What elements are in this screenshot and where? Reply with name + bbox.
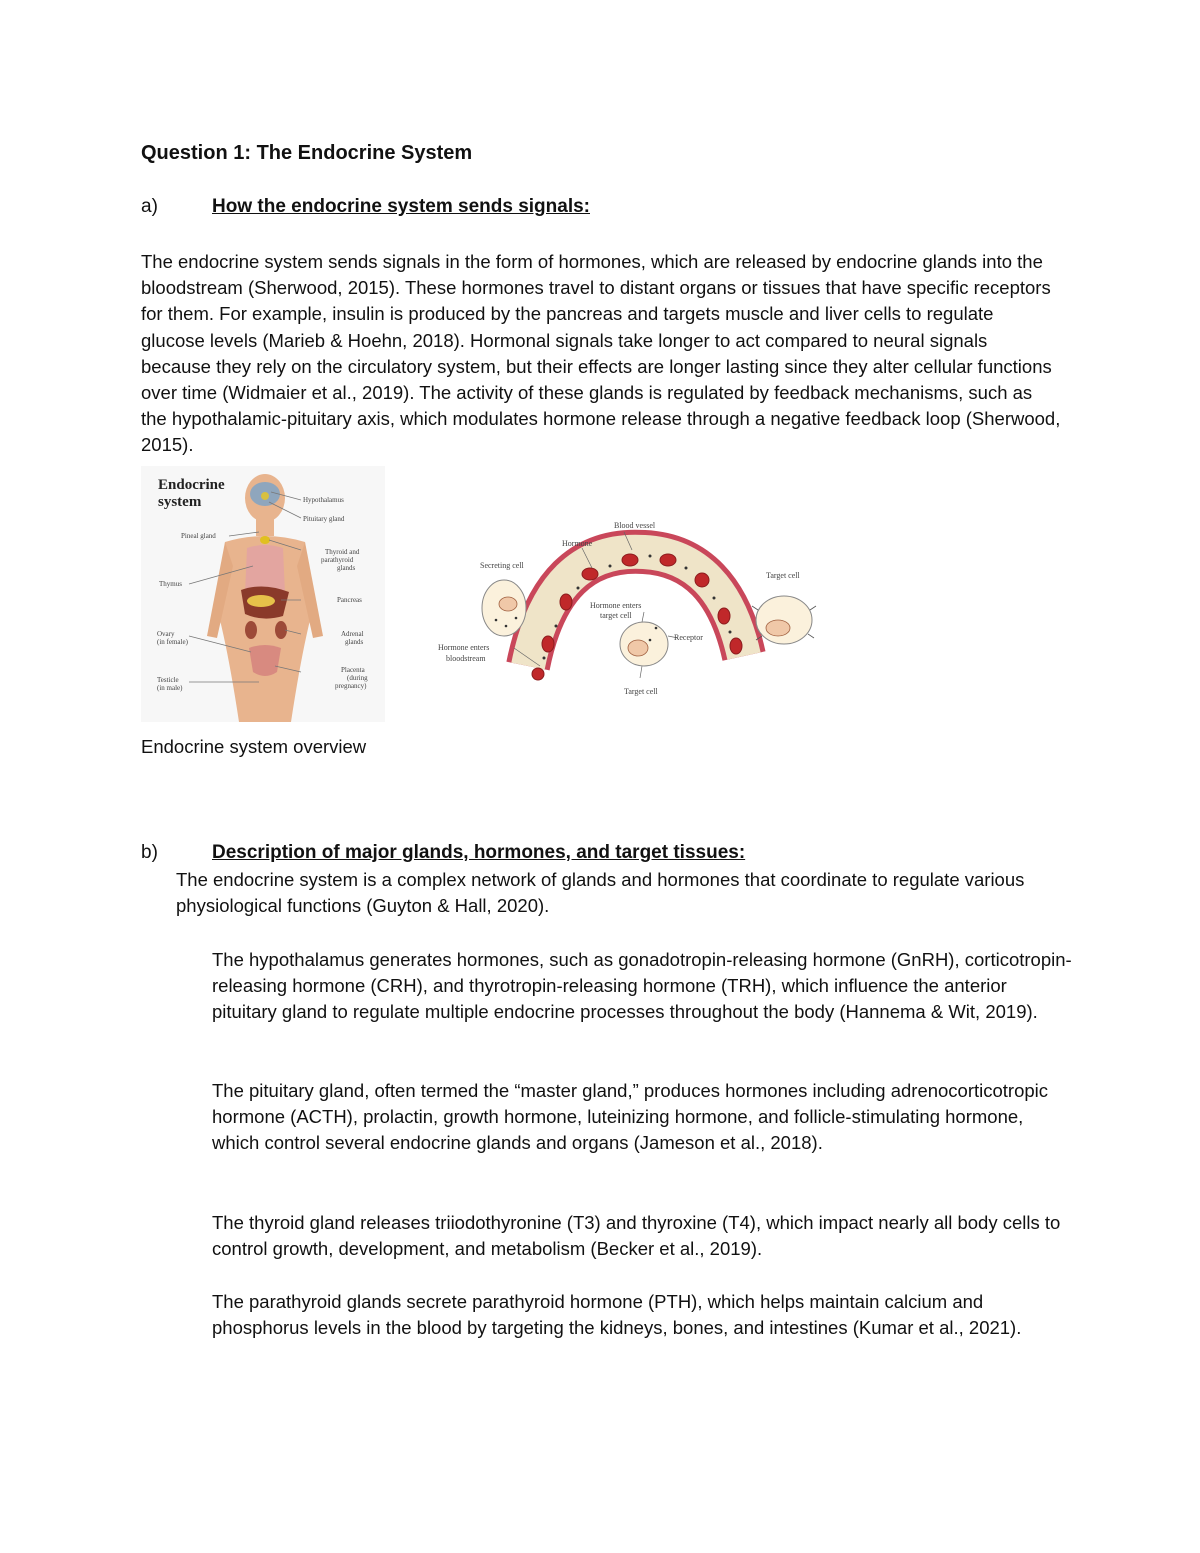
- label-hormone-enters-target-line1: Hormone enters: [590, 601, 642, 610]
- section-a-heading: [141, 196, 590, 218]
- label-receptor: Receptor: [674, 633, 703, 642]
- section-b-title: Description of major glands, hormones, and target tissues:: [212, 842, 746, 863]
- label-secreting-cell: Secreting cell: [480, 561, 524, 570]
- label-thyroid-line1: Thyroid and: [325, 548, 360, 556]
- parathyroid-paragraph: The parathyroid glands secrete parathyroid hormone (PTH), which helps maintain calcium and phosphorus levels in the blood by targeting the kidneys, bones, and intestines (Kumar et al., 2021).: [212, 1291, 1022, 1339]
- section-a-paragraph: The endocrine system sends signals in the form of hormones, which are released by endocrine glands into the bloodstream (Sherwood, 2015). These hormones travel to distant organs or tissues that have specific receptors for them. For example, insulin is produced by the pancreas and targets muscle and liver cells to regulate glucose levels (Marieb & Hoehn, 2018). Hormonal signals take longer to act compared to neural signals because they rely on the circulatory system, but their effects are longer lasting since they alter cellular functions over time (Widmaier et al., 2019). The activity of these glands is regulated by feedback mechanisms, such as the hypothalamic-pituitary axis, which modulates hormone release through a negative feedback loop (Sherwood, 2015).: [141, 251, 1061, 456]
- label-pituitary: Pituitary gland: [303, 515, 345, 523]
- figure1-title-line1: Endocrine: [158, 477, 225, 493]
- question-title: Question 1: The Endocrine System: [141, 142, 473, 164]
- label-thyroid-line2: parathyroid: [321, 556, 354, 564]
- pituitary-paragraph: The pituitary gland, often termed the “master gland,” produces hormones including adrenocorticotropic hormone (ACTH), prolactin, growth hormone, luteinizing hormone, and follicle-stimulating hormone, which control several endocrine glands and organs (Jameson et al., 2018).: [212, 1080, 1049, 1154]
- label-hormone-enters-target-line2: target cell: [600, 611, 632, 620]
- endocrine-body-figure: [141, 466, 385, 722]
- section-b-intro: The endocrine system is a complex network of glands and hormones that coordinate to regulate various physiological functions (Guyton & Hall, 2020).: [176, 869, 1025, 917]
- label-hormone: Hormone: [562, 539, 593, 548]
- label-adrenal-line1: Adrenal: [341, 630, 364, 638]
- label-blood-vessel: Blood vessel: [614, 521, 656, 530]
- section-a-marker: a): [141, 196, 158, 217]
- figure-caption: Endocrine system overview: [141, 736, 367, 757]
- label-ovary-line1: Ovary: [157, 630, 175, 638]
- thyroid-paragraph: The thyroid gland releases triiodothyronine (T3) and thyroxine (T4), which impact nearly all body cells to control growth, development, and metabolism (Becker et al., 2019).: [212, 1212, 1061, 1260]
- section-a-title: How the endocrine system sends signals:: [212, 196, 590, 217]
- label-testicle-line2: (in male): [157, 684, 183, 692]
- label-testicle-line1: Testicle: [157, 676, 179, 684]
- label-adrenal-line2: glands: [345, 638, 364, 646]
- label-target-cell-right: Target cell: [766, 571, 800, 580]
- section-b-marker: b): [141, 842, 158, 863]
- label-thymus: Thymus: [159, 580, 182, 588]
- figure1-title-line2: system: [158, 494, 202, 510]
- target-cell-bottom: [620, 622, 668, 666]
- label-pineal: Pineal gland: [181, 532, 216, 540]
- label-thyroid-line3: glands: [337, 564, 356, 572]
- label-placenta-line1: Placenta: [341, 666, 365, 674]
- section-b-heading: [141, 842, 745, 864]
- label-hormone-enters-blood-line2: bloodstream: [446, 654, 486, 663]
- label-placenta-line3: pregnancy): [335, 682, 367, 690]
- label-hypothalamus: Hypothalamus: [303, 496, 344, 504]
- label-placenta-line2: (during: [347, 674, 368, 682]
- label-target-cell-bottom: Target cell: [624, 687, 658, 696]
- secreting-cell: [482, 580, 526, 636]
- label-pancreas: Pancreas: [337, 596, 362, 604]
- label-hormone-enters-blood-line1: Hormone enters: [438, 643, 490, 652]
- hormone-transport-figure: [432, 516, 822, 702]
- hypothalamus-paragraph: The hypothalamus generates hormones, such as gonadotropin-releasing hormone (GnRH), corticotropin-releasing hormone (CRH), and thyrotropin-releasing hormone (TRH), which influence the anterior pituitary gland to regulate multiple endocrine processes throughout the body (Hannema & Wit, 2019).: [212, 949, 1072, 1023]
- label-ovary-line2: (in female): [157, 638, 188, 646]
